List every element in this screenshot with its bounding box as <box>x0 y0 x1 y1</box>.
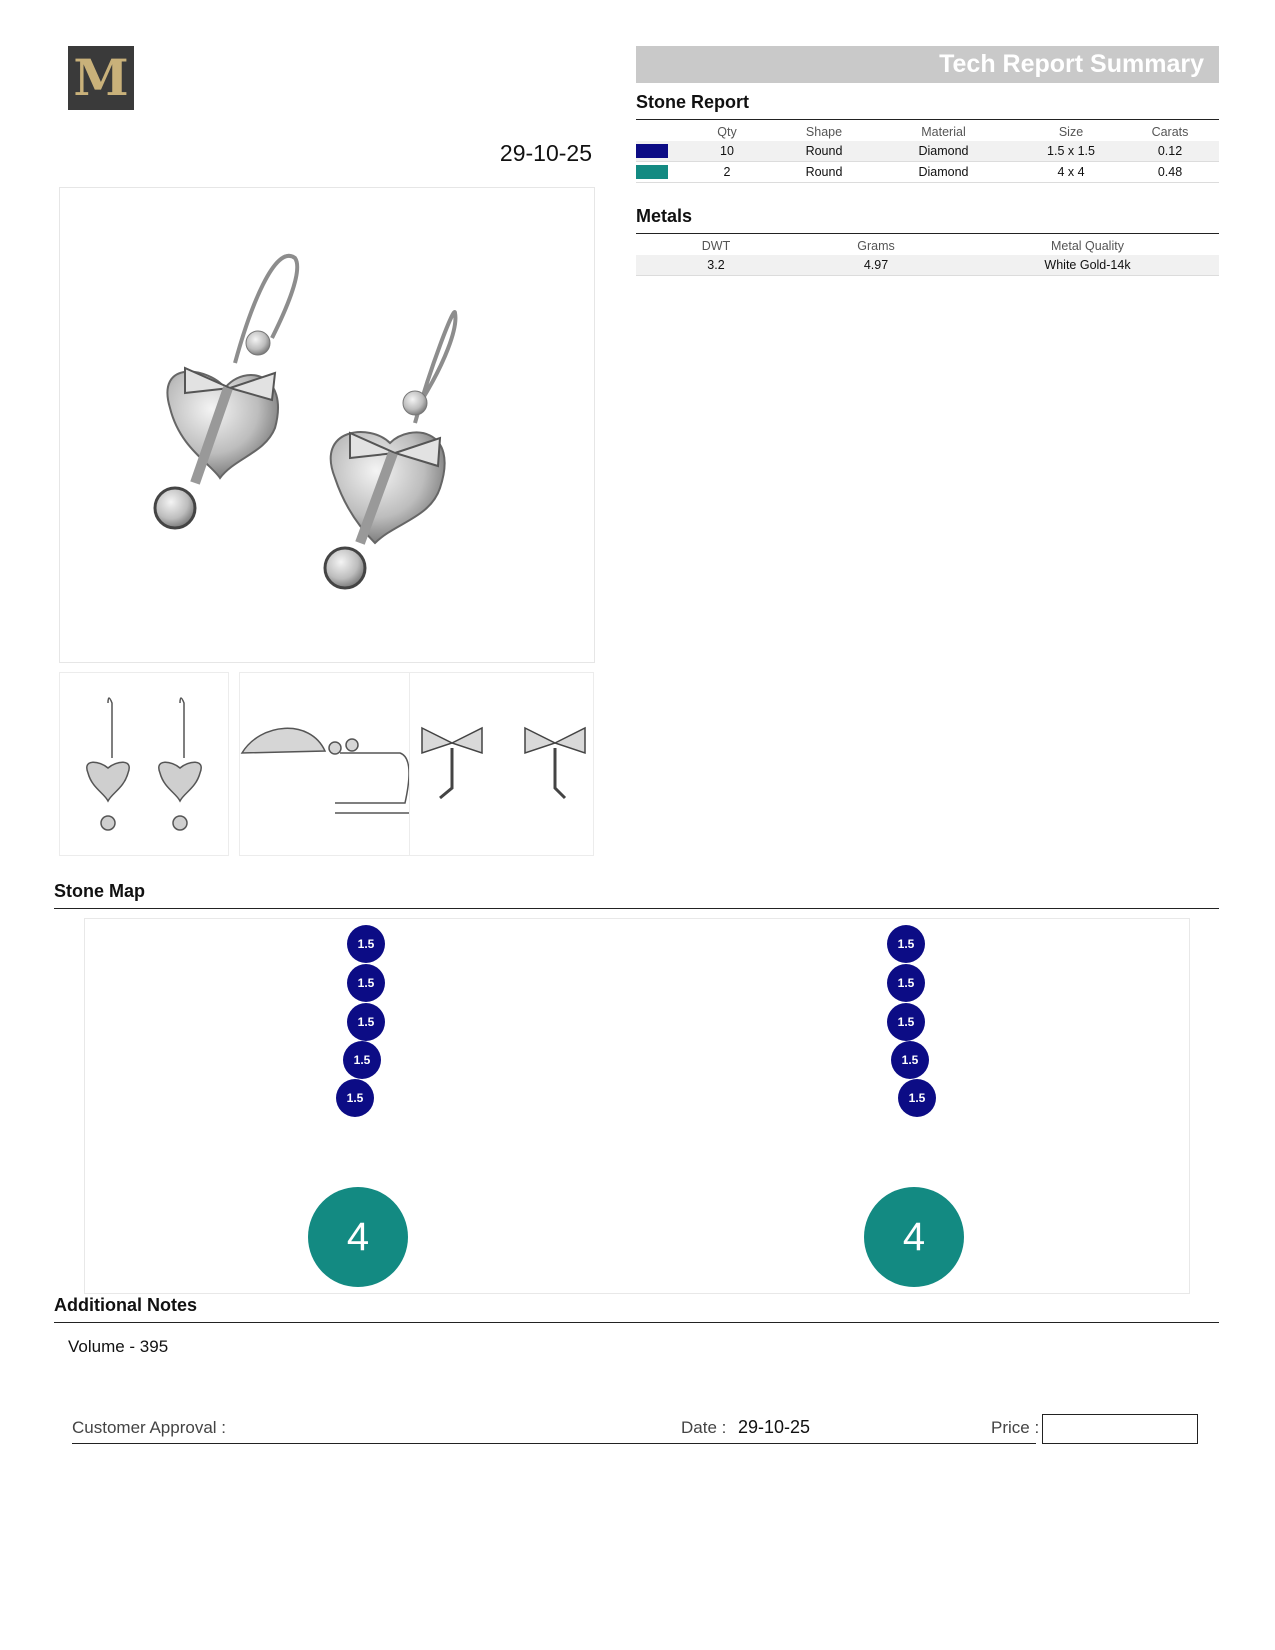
stone-map-heading: Stone Map <box>54 881 146 901</box>
notes-text: Volume - 395 <box>68 1337 169 1356</box>
stone-marker-large: 4 <box>308 1187 408 1287</box>
stone-size: 1.5 x 1.5 <box>1021 141 1121 162</box>
right-earring-render <box>325 312 455 588</box>
col-qty: Qty <box>717 124 737 139</box>
date-value: 29-10-25 <box>738 1417 811 1437</box>
metals-table <box>636 236 1219 276</box>
earrings-render <box>60 188 594 662</box>
notes-divider <box>54 1322 1219 1323</box>
stone-marker-small: 1.5 <box>887 925 925 963</box>
metals-heading: Metals <box>636 206 693 226</box>
stone-carats: 0.12 <box>1121 141 1219 162</box>
stone-shape: Round <box>782 162 866 183</box>
date-label: Date : <box>681 1418 727 1437</box>
stone-qty: 2 <box>672 162 782 183</box>
metals-header-row <box>636 236 1219 255</box>
stone-marker-small: 1.5 <box>347 964 385 1002</box>
stone-size: 4 x 4 <box>1021 162 1121 183</box>
stone-report-table <box>636 122 1219 183</box>
stone-marker-large: 4 <box>864 1187 964 1287</box>
customer-approval-label: Customer Approval : <box>72 1418 227 1437</box>
metals-divider <box>636 233 1219 234</box>
price-field[interactable] <box>1042 1414 1198 1444</box>
table-row <box>636 162 1219 183</box>
stone-map-divider <box>54 908 1219 909</box>
stone-shape: Round <box>782 141 866 162</box>
stone-report-divider <box>636 119 1219 120</box>
logo-letter: M <box>73 48 129 107</box>
stone-marker-small: 1.5 <box>347 925 385 963</box>
thumbnail-front-view[interactable] <box>59 672 229 856</box>
stone-report-header-row <box>636 122 1219 141</box>
price-label: Price : <box>991 1418 1040 1437</box>
main-product-image <box>59 187 595 663</box>
col-material: Material <box>921 124 966 139</box>
report-title-bar <box>636 46 1219 83</box>
thumbnail-top-view[interactable] <box>409 672 594 856</box>
company-logo <box>68 46 134 110</box>
report-title: Tech Report Summary <box>939 50 1204 78</box>
stone-marker-small: 1.5 <box>898 1079 936 1117</box>
col-grams: Grams <box>857 238 895 253</box>
stone-marker-small: 1.5 <box>347 1003 385 1041</box>
table-row <box>636 255 1219 276</box>
stone-marker-small: 1.5 <box>887 964 925 1002</box>
table-row <box>636 141 1219 162</box>
stone-carats: 0.48 <box>1121 162 1219 183</box>
top-view-render <box>410 673 593 855</box>
metal-grams: 4.97 <box>796 255 956 276</box>
stone-qty: 10 <box>672 141 782 162</box>
stone-marker-small: 1.5 <box>336 1079 374 1117</box>
stone-color-swatch <box>636 144 668 158</box>
col-shape: Shape <box>805 124 843 139</box>
col-dwt: DWT <box>701 238 731 253</box>
side-view-render <box>240 673 410 855</box>
left-earring-render <box>155 256 297 528</box>
approval-line <box>72 1443 1036 1444</box>
stone-material: Diamond <box>866 141 1021 162</box>
stone-marker-small: 1.5 <box>887 1003 925 1041</box>
stone-marker-small: 1.5 <box>891 1041 929 1079</box>
col-metal-quality: Metal Quality <box>1051 238 1124 253</box>
col-carats: Carats <box>1151 124 1189 139</box>
front-view-render <box>60 673 228 855</box>
stone-color-swatch <box>636 165 668 179</box>
col-size: Size <box>1058 124 1084 139</box>
stone-map-panel <box>84 918 1190 1294</box>
thumbnail-side-view[interactable] <box>239 672 411 856</box>
notes-heading: Additional Notes <box>54 1295 197 1315</box>
metal-dwt: 3.2 <box>636 255 796 276</box>
stone-material: Diamond <box>866 162 1021 183</box>
stone-marker-small: 1.5 <box>343 1041 381 1079</box>
report-date: 29-10-25 <box>499 140 592 166</box>
metal-quality: White Gold-14k <box>956 255 1219 276</box>
stone-report-heading: Stone Report <box>636 92 750 112</box>
